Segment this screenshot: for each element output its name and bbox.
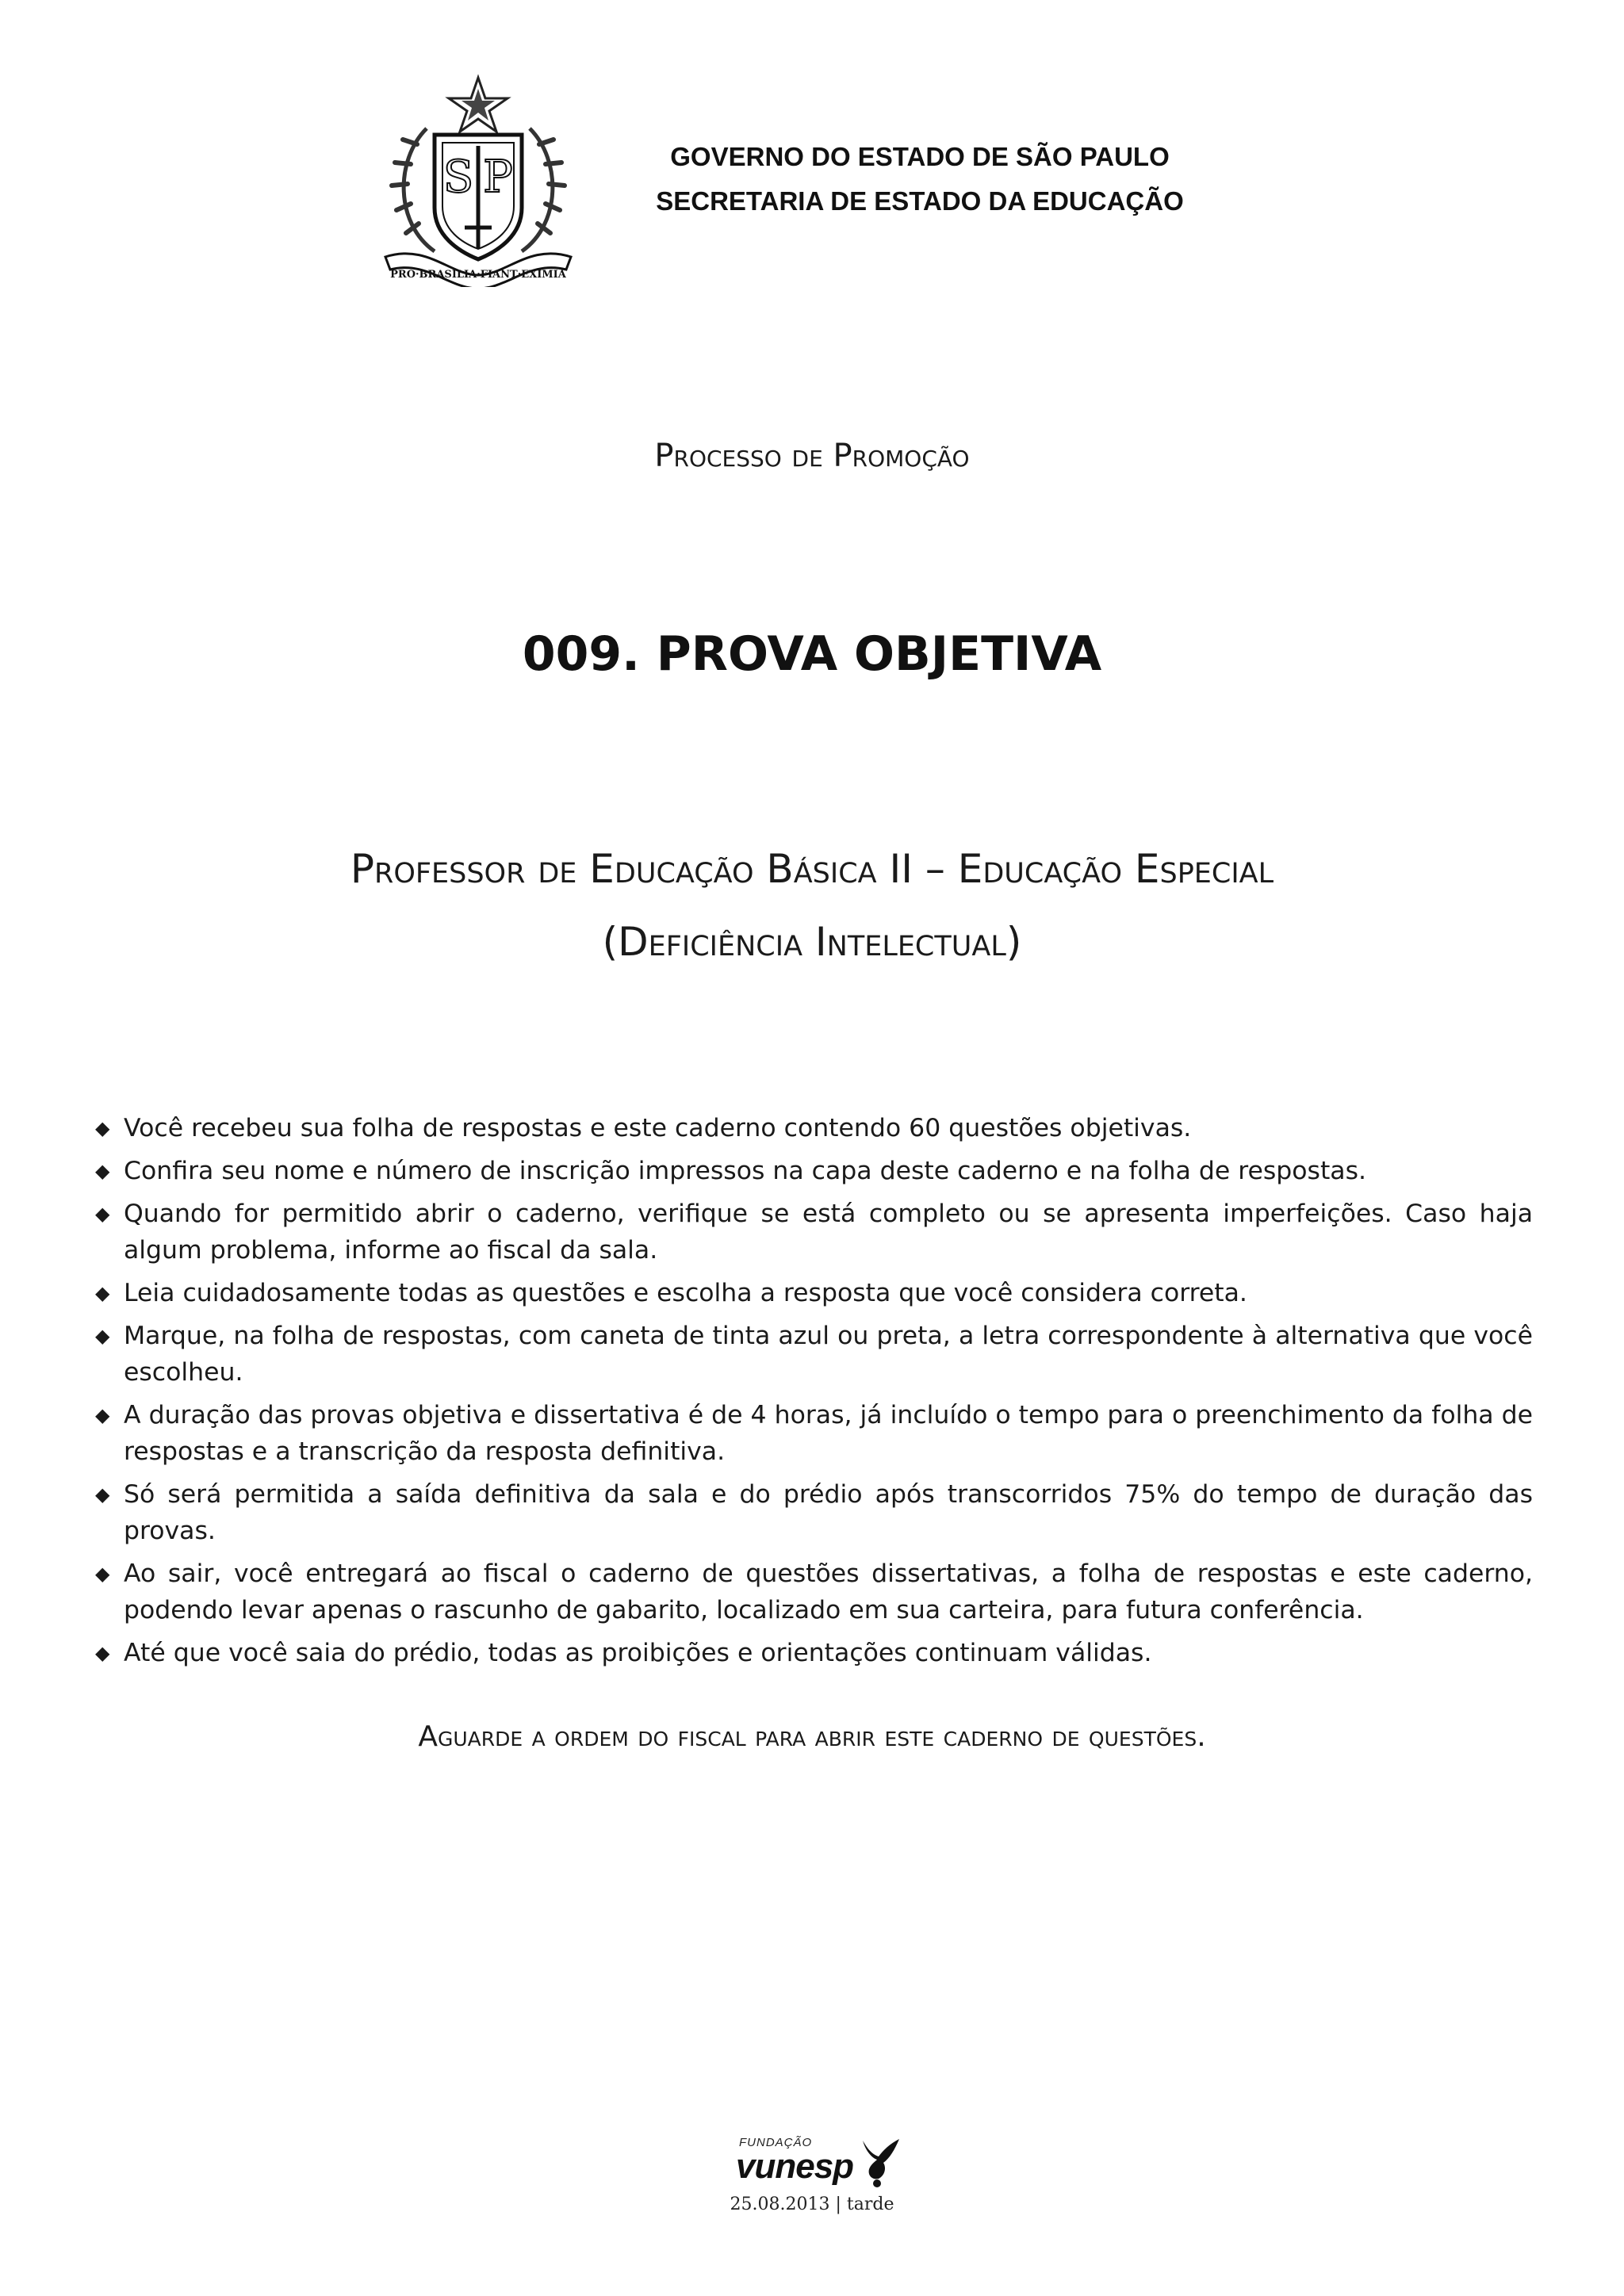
header-government: GOVERNO DO ESTADO DE SÃO PAULO xyxy=(670,142,1170,171)
exam-position xyxy=(0,832,1624,978)
exam-title: 009. PROVA OBJETIVA xyxy=(522,626,1102,682)
instruction-item xyxy=(94,1196,1533,1269)
instruction-item xyxy=(94,1476,1533,1549)
process-name: Processo de Promoção xyxy=(654,438,970,474)
diamond-bullet-icon: ◆ xyxy=(95,1563,110,1585)
instruction-text: Quando for permitido abrir o caderno, verifique se está completo ou se apresenta imperfeições. Caso haja algum problema, informe ao fiscal da sala. xyxy=(124,1200,1533,1265)
instruction-item xyxy=(94,1635,1533,1671)
exam-position-line2: (Deficiência Intelectual) xyxy=(602,919,1022,965)
instruction-item xyxy=(94,1275,1533,1311)
instruction-item xyxy=(94,1318,1533,1391)
svg-text:PRO·BRASILIA·FIANT·EXIMIA: PRO·BRASILIA·FIANT·EXIMIA xyxy=(390,269,566,281)
instruction-item xyxy=(94,1110,1533,1146)
exam-position-line1: Professor de Educação Básica II – Educação Especial xyxy=(350,846,1274,892)
instruction-text: Confira seu nome e número de inscrição impressos na capa deste caderno e na folha de respostas. xyxy=(124,1157,1367,1185)
vunesp-logo-text: vunesp xyxy=(736,2147,854,2186)
instruction-item xyxy=(94,1397,1533,1470)
instruction-item xyxy=(94,1556,1533,1628)
diamond-bullet-icon: ◆ xyxy=(95,1117,110,1139)
sao-paulo-coat-of-arms xyxy=(379,73,577,287)
instructions-list xyxy=(94,1110,1533,1678)
diamond-bullet-icon: ◆ xyxy=(95,1404,110,1426)
svg-text:S: S xyxy=(442,151,474,203)
wait-instruction: Aguarde a ordem do fiscal para abrir este caderno de questões. xyxy=(418,1720,1206,1753)
header-institution xyxy=(603,135,1237,224)
instruction-text: Leia cuidadosamente todas as questões e escolha a resposta que você considera correta. xyxy=(124,1279,1247,1307)
diamond-bullet-icon: ◆ xyxy=(95,1325,110,1347)
instruction-text: Marque, na folha de respostas, com caneta de tinta azul ou preta, a letra correspondente à alternativa que você escolheu. xyxy=(124,1322,1533,1387)
diamond-bullet-icon: ◆ xyxy=(95,1203,110,1225)
instruction-text: Ao sair, você entregará ao fiscal o caderno de questões dissertativas, a folha de respostas e este caderno, podendo levar apenas o rascunho de gabarito, localizado em sua carteira, para futura conferência. xyxy=(124,1559,1533,1624)
instruction-text: A duração das provas objetiva e dissertativa é de 4 horas, já incluído o tempo para o preenchimento da folha de respostas e a transcrição da resposta definitiva. xyxy=(124,1401,1533,1466)
diamond-bullet-icon: ◆ xyxy=(95,1642,110,1664)
header-secretariat: SECRETARIA DE ESTADO DA EDUCAÇÃO xyxy=(656,186,1184,216)
svg-text:P: P xyxy=(483,151,513,203)
diamond-bullet-icon: ◆ xyxy=(95,1282,110,1304)
instruction-text: Só será permitida a saída definitiva da sala e do prédio após transcorridos 75% do tempo de duração das provas. xyxy=(124,1480,1533,1545)
instruction-item xyxy=(94,1153,1533,1189)
foundation-label: FUNDAÇÃO xyxy=(739,2136,813,2149)
vunesp-bird-icon xyxy=(855,2134,902,2190)
diamond-bullet-icon: ◆ xyxy=(95,1160,110,1182)
instruction-text: Você recebeu sua folha de respostas e este caderno contendo 60 questões objetivas. xyxy=(124,1114,1192,1142)
diamond-bullet-icon: ◆ xyxy=(95,1483,110,1506)
exam-date: 25.08.2013 | tarde xyxy=(730,2195,894,2214)
instruction-text: Até que você saia do prédio, todas as proibições e orientações continuam válidas. xyxy=(124,1639,1152,1667)
